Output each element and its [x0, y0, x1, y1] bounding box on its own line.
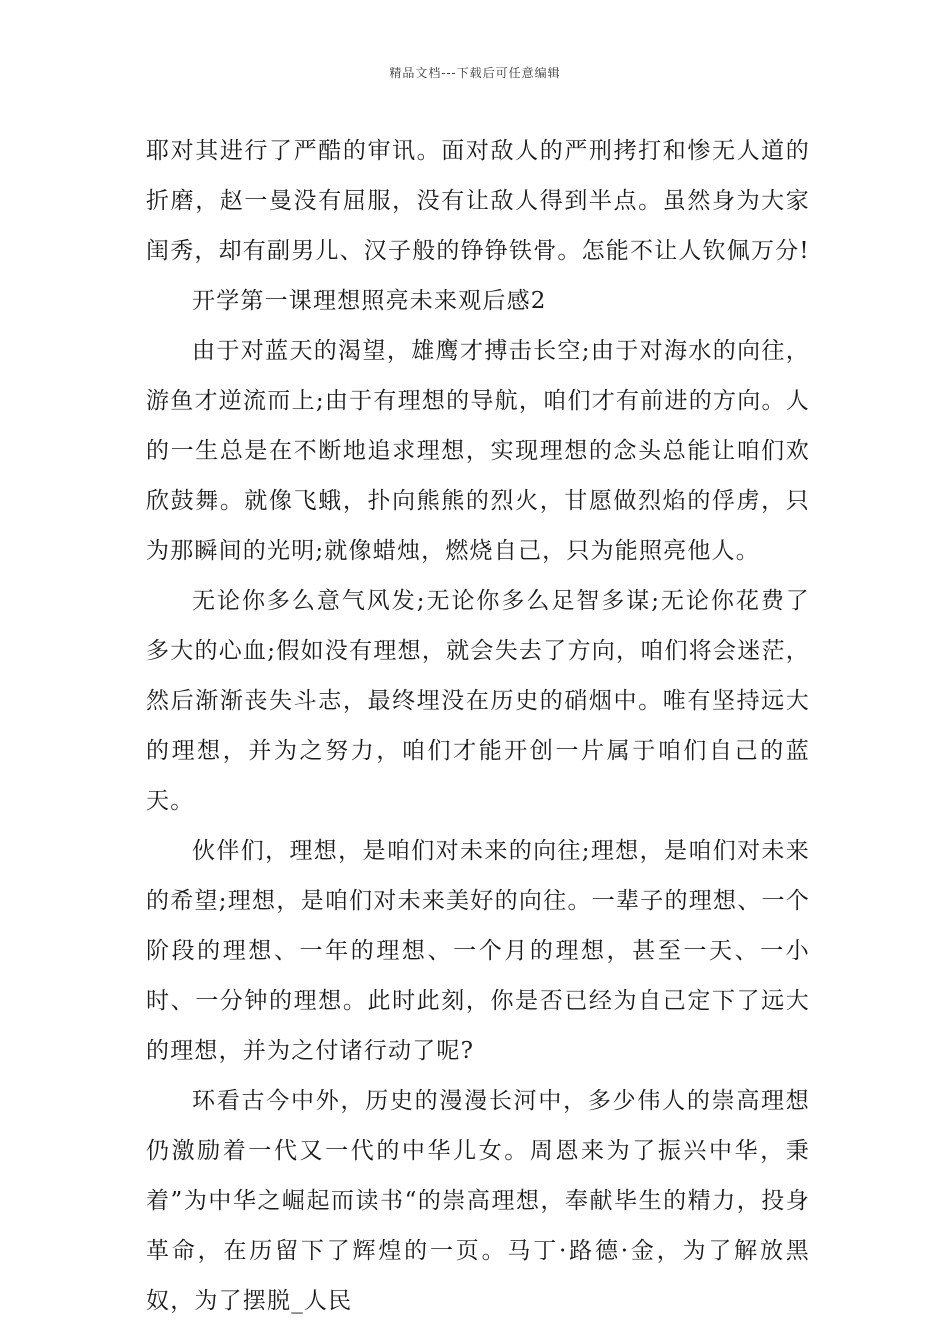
page-header: 精品文档---下载后可任意编辑	[389, 66, 561, 80]
paragraph: 环看古今中外，历史的漫漫长河中，多少伟人的崇高理想仍激励着一代又一代的中华儿女。周恩来为了振兴中华，秉着”为中华之崛起而读书“的崇高理想，奉献毕生的精力，投身革命，在历留下了辉煌的一页。马丁·路德·金，为了解放黑奴，为了摆脱_人民	[146, 1088, 810, 1314]
paragraph: 伙伴们，理想，是咱们对未来的向往;理想，是咱们对未来的希望;理想，是咱们对未来美好的向往。一辈子的理想、一个阶段的理想、一年的理想、一个月的理想，甚至一天、一小时、一分钟的理想。此时此刻，你是否已经为自己定下了远大的理想，并为之付诸行动了呢?	[146, 838, 810, 1064]
document-body	[146, 126, 810, 1326]
paragraph: 无论你多么意气风发;无论你多么足智多谋;无论你花费了多大的心血;假如没有理想，就会失去了方向，咱们将会迷茫，然后渐渐丧失斗志，最终埋没在历史的硝烟中。唯有坚持远大的理想，并为之努力，咱们才能开创一片属于咱们自己的蓝天。	[146, 588, 810, 814]
section-title: 开学第一课理想照亮未来观后感2	[192, 288, 547, 314]
paragraph: 由于对蓝天的渴望，雄鹰才搏击长空;由于对海水的向往，游鱼才逆流而上;由于有理想的导航，咱们才有前进的方向。人的一生总是在不断地追求理想，实现理想的念头总能让咱们欢欣鼓舞。就像飞蛾，扑向熊熊的烈火，甘愿做烈焰的俘虏，只为那瞬间的光明;就像蜡烛，燃烧自己，只为能照亮他人。	[146, 338, 810, 564]
paragraph-continuation: 耶对其进行了严酷的审讯。面对敌人的严刑拷打和惨无人道的折磨，赵一曼没有屈服，没有让敌人得到半点。虽然身为大家闺秀，却有副男儿、汉子般的铮铮铁骨。怎能不让人钦佩万分!	[146, 138, 810, 264]
